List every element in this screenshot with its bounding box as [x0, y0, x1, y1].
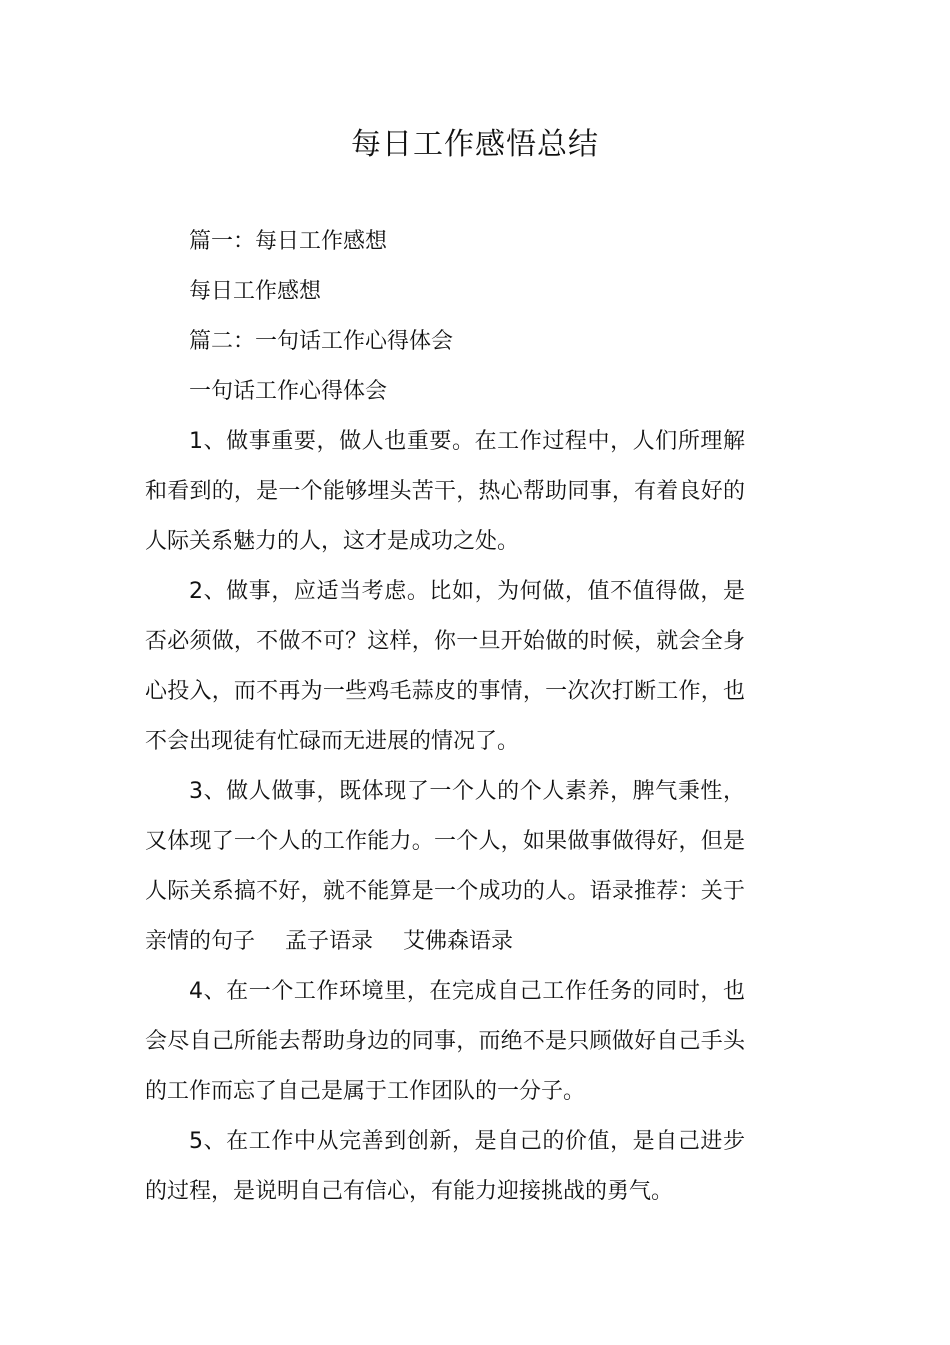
document-title: 每日工作感悟总结: [351, 127, 599, 162]
paragraph-1: 1、做事重要，做人也重要。在工作过程中，人们所理解和看到的，是一个能够埋头苦干，热心帮助同事，有着良好的人际关系魅力的人，这才是成功之处。: [145, 429, 745, 554]
recommend-link-iverson[interactable]: 艾佛森语录: [403, 929, 514, 954]
section-subtitle-1: 每日工作感想: [189, 279, 322, 304]
paragraph-3-text: 3、做人做事，既体现了一个人的个人素养，脾气秉性，又体现了一个人的工作能力。一个人，如果做事做得好，但是人际关系搞不好，就不能算是一个成功的人。语录推荐：: [145, 779, 745, 904]
paragraph-4: 4、在一个工作环境里，在完成自己工作任务的同时，也会尽自己所能去帮助身边的同事，而绝不是只顾做好自己手头的工作而忘了自己是属于工作团队的一分子。: [145, 979, 745, 1104]
section-heading-1: 篇一：每日工作感想: [189, 229, 388, 254]
paragraph-5: 5、在工作中从完善到创新，是自己的价值，是自己进步的过程，是说明自己有信心，有能力迎接挑战的勇气。: [145, 1129, 745, 1204]
recommend-link-mencius[interactable]: 孟子语录: [285, 929, 374, 954]
recommend-link-family[interactable]: 关于亲情的句子: [145, 879, 745, 954]
document-body: [145, 217, 745, 1217]
section-heading-2: 篇二：一句话工作心得体会: [189, 329, 454, 354]
section-subtitle-2: 一句话工作心得体会: [189, 379, 388, 404]
paragraph-3: [145, 767, 745, 967]
paragraph-2: 2、做事，应适当考虑。比如，为何做，值不值得做，是否必须做，不做不可？这样，你一旦开始做的时候，就会全身心投入，而不再为一些鸡毛蒜皮的事情，一次次打断工作，也不会出现徒有忙碌而无进展的情况了。: [145, 579, 745, 754]
